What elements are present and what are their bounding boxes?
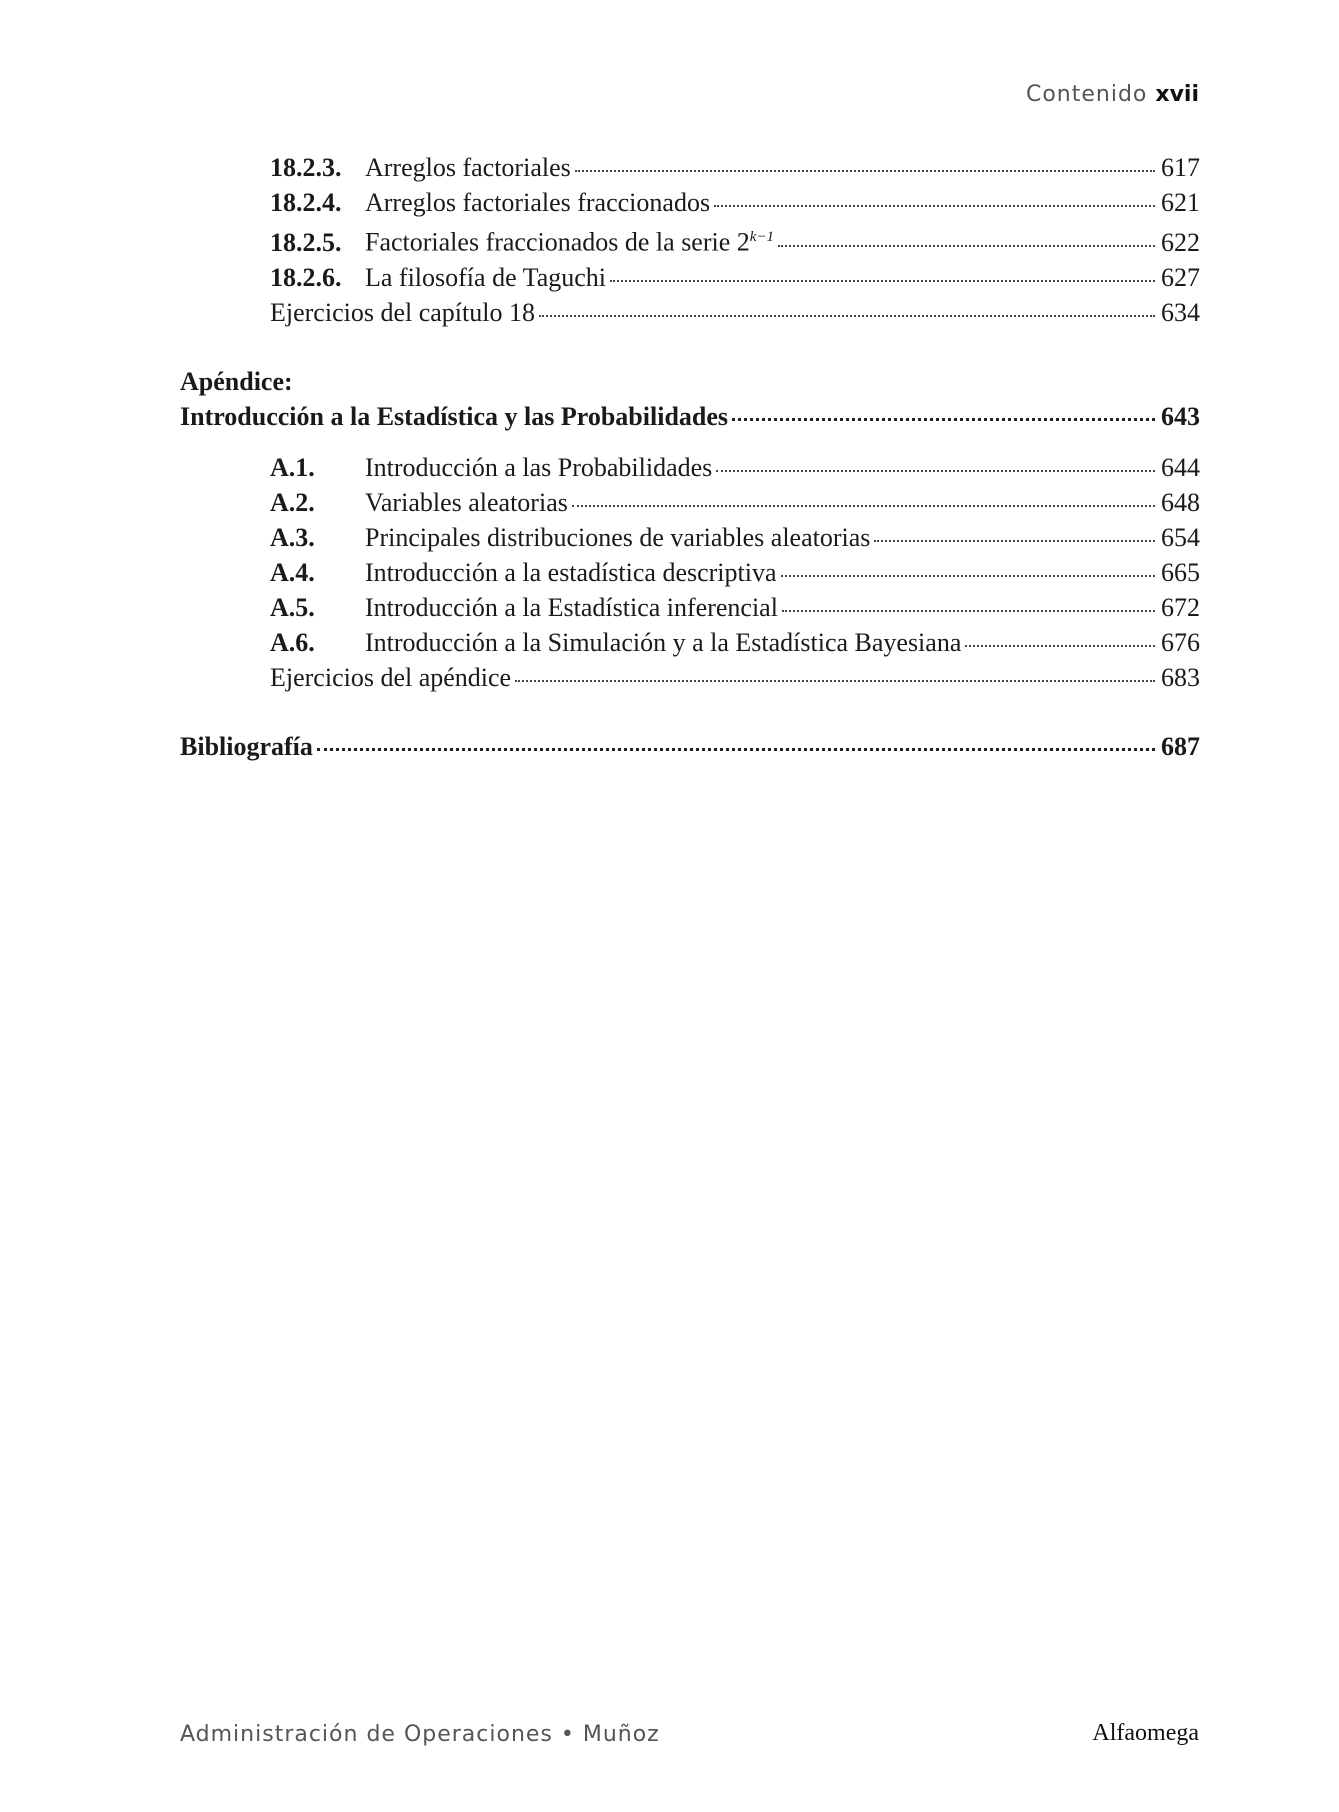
toc-entry-page: 672: [1161, 592, 1200, 622]
toc-entry-chapter18-exercises[interactable]: [180, 295, 1200, 330]
running-head-section: Contenido: [1025, 82, 1148, 107]
dot-leader: [572, 505, 1155, 507]
toc-entry-page: 621: [1161, 188, 1200, 217]
dot-leader: [778, 245, 1155, 247]
toc-entry-a-1[interactable]: [180, 450, 1200, 485]
table-of-contents: [180, 150, 1200, 764]
toc-entry-number: A.6.: [270, 627, 315, 657]
toc-entry-page: 676: [1161, 627, 1200, 657]
toc-entry-title: Introducción a las Probabilidades: [365, 452, 713, 482]
dot-leader: [610, 280, 1155, 282]
dot-leader: [716, 470, 1155, 472]
toc-entry-page: 627: [1161, 262, 1200, 292]
toc-entry-title: Arreglos factoriales fraccionados: [365, 188, 711, 217]
toc-entry-number: A.1.: [270, 452, 315, 482]
toc-entry-number: 18.2.6.: [270, 262, 342, 292]
toc-entry-18-2-5[interactable]: [180, 220, 1200, 260]
dot-leader: [874, 540, 1155, 542]
toc-entry-title-text: Factoriales fraccionados de la serie 2: [365, 227, 750, 257]
dot-leader: [782, 610, 1155, 612]
dot-leader: [317, 748, 1155, 751]
toc-entry-superscript: k−1: [749, 229, 775, 245]
toc-entry-number: A.2.: [270, 487, 315, 517]
toc-entry-a-3[interactable]: [180, 520, 1200, 555]
dot-leader: [539, 315, 1155, 317]
footer-publisher: Alfaomega: [1092, 1720, 1199, 1746]
toc-entry-18-2-3[interactable]: [180, 150, 1200, 185]
toc-entry-title: Introducción a la Simulación y a la Estadística Bayesiana: [365, 627, 962, 657]
toc-entry-appendix[interactable]: [180, 399, 1200, 434]
running-head: [1026, 82, 1199, 107]
toc-entry-page: 665: [1161, 557, 1200, 587]
dot-leader: [732, 418, 1155, 421]
toc-entry-a-5[interactable]: [180, 590, 1200, 625]
toc-entry-number: A.3.: [270, 522, 315, 552]
toc-entry-page: 654: [1161, 522, 1200, 552]
toc-entry-page: 648: [1161, 487, 1200, 517]
toc-entry-page: 683: [1161, 662, 1200, 692]
dot-leader: [515, 680, 1155, 682]
toc-entry-number: 18.2.5.: [270, 227, 342, 257]
toc-entry-title: Arreglos factoriales: [365, 153, 571, 182]
toc-entry-a-2[interactable]: [180, 485, 1200, 520]
toc-entry-title: Ejercicios del apéndice: [270, 662, 512, 692]
appendix-label: Apéndice:: [180, 366, 293, 396]
footer-book-title: Administración de Operaciones • Muñoz: [180, 1722, 660, 1747]
toc-entry-page: 617: [1161, 153, 1200, 182]
toc-entry-page: 643: [1161, 401, 1200, 431]
toc-entry-page: 644: [1161, 452, 1200, 482]
dot-leader: [714, 205, 1155, 207]
toc-entry-title: Introducción a la Estadística inferencial: [365, 592, 778, 622]
dot-leader: [575, 170, 1155, 172]
toc-entry-title: Bibliografía: [180, 731, 313, 761]
toc-entry-page: 622: [1161, 227, 1200, 257]
toc-entry-title: Principales distribuciones de variables aleatorias: [365, 522, 871, 552]
toc-entry-18-2-4[interactable]: [180, 185, 1200, 220]
toc-entry-a-6[interactable]: [180, 625, 1200, 660]
dot-leader: [781, 575, 1155, 577]
toc-entry-title: [365, 220, 774, 260]
toc-entry-number: 18.2.4.: [270, 188, 342, 217]
toc-entry-page: 634: [1161, 297, 1200, 327]
toc-entry-number: 18.2.3.: [270, 153, 342, 182]
toc-entry-title: La filosofía de Taguchi: [365, 262, 607, 292]
toc-entry-title: Introducción a la estadística descriptiva: [365, 557, 777, 587]
toc-entry-a-4[interactable]: [180, 555, 1200, 590]
toc-entry-appendix-exercises[interactable]: [180, 660, 1200, 695]
toc-entry-page: 687: [1161, 731, 1200, 761]
toc-entry-18-2-6[interactable]: [180, 260, 1200, 295]
toc-entry-bibliography[interactable]: [180, 729, 1200, 764]
running-head-page-number: xvii: [1155, 82, 1199, 107]
toc-entry-number: A.5.: [270, 592, 315, 622]
toc-entry-number: A.4.: [270, 557, 315, 587]
toc-entry-title: Ejercicios del capítulo 18: [270, 297, 535, 327]
dot-leader: [965, 645, 1155, 647]
toc-entry-title: Variables aleatorias: [365, 487, 568, 517]
toc-entry-title: Introducción a la Estadística y las Probabilidades: [180, 401, 729, 431]
